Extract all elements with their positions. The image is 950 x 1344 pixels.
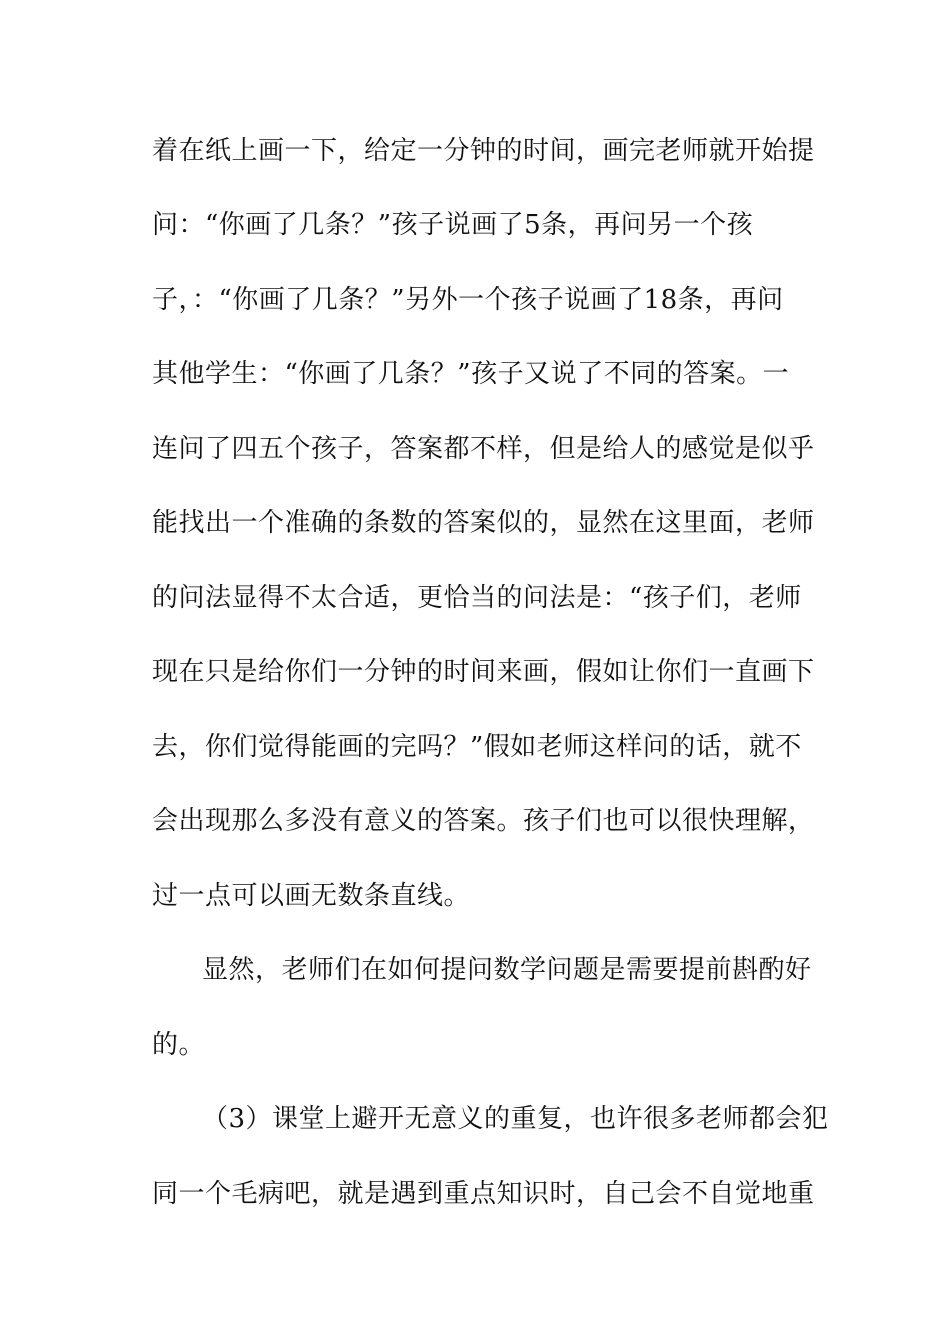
text-line-3: 子，：“你画了几条？”另外一个孩子说画了18条，再问 [152,285,784,315]
text-line-9: 去，你们觉得能画的完吗？”假如老师这样问的话，就不 [152,732,802,762]
text-line-13: 的。 [152,1030,206,1060]
text-line-7: 的问法显得不太合适，更恰当的问法是：“孩子们，老师 [152,583,802,613]
text-line-4: 其他学生：“你画了几条？”孩子又说了不同的答案。一 [152,359,790,389]
text-line-2: 问：“你画了几条？”孩子说画了5条，再问另一个孩 [152,210,754,240]
paragraph-line-12: 显然，老师们在如何提问数学问题是需要提前斟酌好 [202,955,812,985]
text-line-8: 现在只是给你们一分钟的时间来画，假如让你们一直画下 [152,657,815,687]
text-line-1: 着在纸上画一下，给定一分钟的时间，画完老师就开始提 [152,136,815,166]
text-line-5: 连问了四五个孩子，答案都不样，但是给人的感觉是似乎 [152,434,815,464]
text-line-11: 过一点可以画无数条直线。 [152,881,471,911]
text-line-6: 能找出一个准确的条数的答案似的，显然在这里面，老师 [152,508,815,538]
text-line-15: 同一个毛病吧，就是遇到重点知识时，自己会不自觉地重 [152,1179,815,1209]
paragraph-line-14: （3）课堂上避开无意义的重复，也许很多老师都会犯 [202,1104,829,1134]
text-line-10: 会出现那么多没有意义的答案。孩子们也可以很快理解， [152,806,815,836]
